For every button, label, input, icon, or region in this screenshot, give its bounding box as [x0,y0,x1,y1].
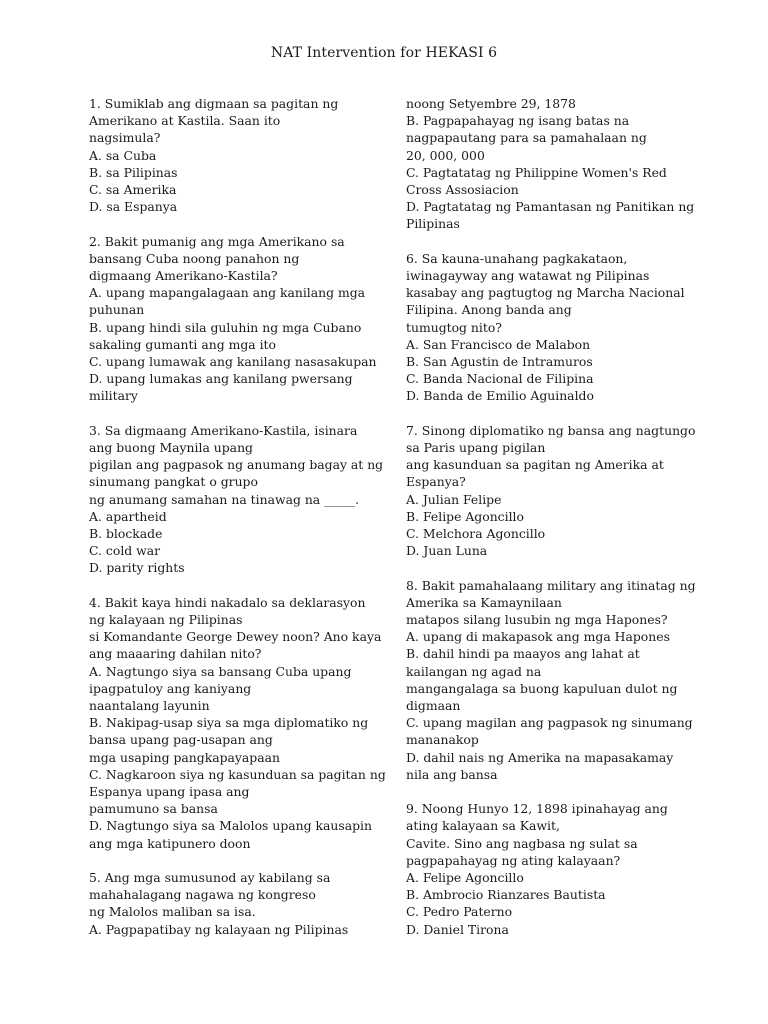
text-line: B. Ambrocio Rianzares Bautista [406,887,606,903]
text-line: mananakop [406,732,479,748]
text-line: kasabay ang pagtugtog ng Marcha Nacional [406,285,685,301]
text-line: 5. Ang mga sumusunod ay kabilang sa [89,870,331,886]
text-line: A. upang mapangalagaan ang kanilang mga [89,285,366,301]
text-line: B. Pagpapahayag ng isang batas na [406,113,630,129]
text-line: iwinagayway ang watawat ng Pilipinas [406,268,650,284]
text-line: D. Nagtungo siya sa Malolos upang kausapin [89,818,372,834]
text-line: mga usaping pangkapayapaan [89,749,280,765]
text-line: A. Pagpapatibay ng kalayaan ng Pilipinas [89,921,349,937]
text-line: 8. Bakit pamahalaang military ang itinatag ng [406,577,696,593]
text-line: pigilan ang pagpasok ng anumang bagay at ng [89,457,384,473]
text-line: Espanya upang ipasa ang [89,784,250,800]
text-line: B. upang hindi sila guluhin ng mga Cubano [89,319,362,335]
text-line: Cross Assosiacion [406,182,519,198]
text-line: sa Paris upang pigilan [406,440,546,456]
text-line: ang kasunduan sa pagitan ng Amerika at [406,457,664,473]
text-line: Filipina. Anong banda ang [406,302,572,318]
text-line: kailangan ng agad na [406,663,542,679]
text-line: A. upang di makapasok ang mga Hapones [406,629,670,645]
question-block [89,869,389,938]
text-line: C. Pagtatatag ng Philippine Women's Red [406,164,667,180]
right-column [406,95,716,955]
text-line: mahahalagang nagawa ng kongreso [89,887,316,903]
text-line: D. sa Espanya [89,199,178,215]
text-line: ng kalayaan ng Pilipinas [89,612,243,628]
text-line: ating kalayaan sa Kawit, [406,818,560,834]
text-line: Espanya? [406,474,466,490]
text-line: Amerika sa Kamaynilaan [406,594,562,610]
text-line: C. Banda Nacional de Filipina [406,371,594,387]
text-line: pagpapahayag ng ating kalayaan? [406,852,621,868]
text-line: 1. Sumiklab ang digmaan sa pagitan ng [89,96,339,111]
text-line: C. Nagkaroon siya ng kasunduan sa pagitan ng [89,766,386,782]
text-line: A. apartheid [89,508,167,524]
text-line: nila ang bansa [406,766,498,782]
text-line: B. San Agustin de Intramuros [406,354,593,370]
left-column [89,95,389,955]
text-line: A. San Francisco de Malabon [406,336,591,352]
text-line: Cavite. Sino ang nagbasa ng sulat sa [406,835,638,851]
text-line: C. sa Amerika [89,182,177,198]
text-line: ang buong Maynila upang [89,440,253,456]
text-line: bansa upang pag-usapan ang [89,732,273,748]
text-line: Pilipinas [406,216,460,232]
text-line: noong Setyembre 29, 1878 [406,96,576,111]
text-line: D. Juan Luna [406,543,488,559]
text-line: ng Malolos maliban sa isa. [89,904,256,920]
text-line: B. Nakipag-usap siya sa mga diplomatiko ng [89,715,369,731]
text-line: bansang Cuba noong panahon ng [89,250,300,266]
text-line: ang mga katipunero doon [89,835,251,851]
text-line: ipagpatuloy ang kaniyang [89,680,252,696]
question-block [89,594,389,852]
question-block [89,233,389,405]
text-line: C. upang magilan ang pagpasok ng sinumang [406,715,693,731]
text-line: D. Pagtatatag ng Pamantasan ng Panitikan ng [406,199,695,215]
text-line: D. parity rights [89,560,185,576]
text-line: ang maaaring dahilan nito? [89,646,262,662]
question-block [406,95,716,233]
text-line: nagpapautang para sa pamahalaan ng [406,130,647,146]
text-line: digmaang Amerikano-Kastila? [89,268,278,284]
text-line: ng anumang samahan na tinawag na _____. [89,491,360,507]
text-line: matapos silang lusubin ng mga Hapones? [406,612,668,628]
text-line: military [89,388,138,404]
text-line: mangangalaga sa buong kapuluan dulot ng [406,680,678,696]
text-line: A. Felipe Agoncillo [406,870,524,886]
text-line: Amerikano at Kastila. Saan ito [89,113,281,129]
text-line: 4. Bakit kaya hindi nakadalo sa deklarasyon [89,594,366,610]
text-line: tumugtog nito? [406,319,502,335]
text-line: C. upang lumawak ang kanilang nasasakupan [89,354,377,370]
text-line: C. cold war [89,543,161,559]
text-line: C. Melchora Agoncillo [406,526,546,542]
question-block [406,800,716,938]
text-line: 6. Sa kauna-unahang pagkakataon, [406,250,628,266]
text-line: D. dahil nais ng Amerika na mapasakamay [406,749,674,765]
page-title: NAT Intervention for HEKASI 6 [270,45,498,61]
text-line: 9. Noong Hunyo 12, 1898 ipinahayag ang [406,801,668,817]
text-line: 3. Sa digmaang Amerikano-Kastila, isinara [89,422,358,438]
text-line: B. blockade [89,526,163,542]
question-block [89,95,389,215]
text-line: 7. Sinong diplomatiko ng bansa ang nagtungo [406,422,696,438]
question-block [406,250,716,405]
text-line: A. sa Cuba [89,147,157,163]
text-line: sakaling gumanti ang mga ito [89,336,276,352]
text-line: D. Banda de Emilio Aguinaldo [406,388,594,404]
text-line: C. Pedro Paterno [406,904,513,920]
text-line: digmaan [406,698,461,714]
text-line: nagsimula? [89,130,161,146]
text-line: 2. Bakit pumanig ang mga Amerikano sa [89,233,345,249]
text-line: 20, 000, 000 [406,147,485,163]
text-line: B. sa Pilipinas [89,164,178,180]
text-line: D. upang lumakas ang kanilang pwersang [89,371,353,387]
text-line: B. Felipe Agoncillo [406,508,524,524]
text-line: B. dahil hindi pa maayos ang lahat at [406,646,640,662]
text-line: sinumang pangkat o grupo [89,474,258,490]
text-line: A. Nagtungo siya sa bansang Cuba upang [89,663,352,679]
question-block [406,422,716,560]
question-block [89,422,389,577]
text-line: pamumuno sa bansa [89,801,218,817]
question-block [406,577,716,783]
text-line: naantalang layunin [89,698,210,714]
text-line: A. Julian Felipe [406,491,502,507]
text-line: si Komandante George Dewey noon? Ano kaya [89,629,382,645]
text-line: puhunan [89,302,145,318]
text-line: D. Daniel Tirona [406,921,509,937]
